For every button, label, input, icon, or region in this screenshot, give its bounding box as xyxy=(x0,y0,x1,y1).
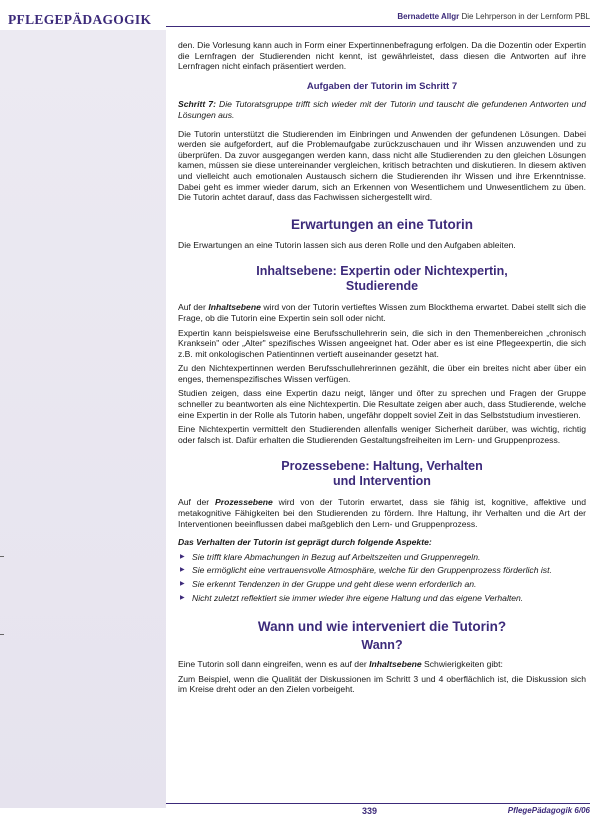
process-level-heading-line2: und Intervention xyxy=(333,474,431,489)
page-number: 339 xyxy=(362,806,378,816)
margin-shade xyxy=(0,30,166,808)
footer-rule xyxy=(166,803,590,804)
expectations-heading: Erwartungen an eine Tutorin xyxy=(290,216,473,232)
article-header xyxy=(397,12,590,21)
process-level-heading-line1: Prozessebene: Haltung, Verhalten xyxy=(281,459,483,474)
content-level-heading xyxy=(178,264,586,294)
aspect-item: ▶ Sie erkennt Tendenzen in der Gruppe und geht diese wenn erforderlich an. xyxy=(178,579,586,590)
aspect-item: ▶ Sie trifft klare Abmachungen in Bezug auf Arbeitszeiten und Gruppenregeln. xyxy=(178,552,586,563)
aspect-item: ▶ Nicht zuletzt reflektiert sie immer wieder ihre eigene Haltung und das eigene Verhalten. xyxy=(178,593,586,604)
intervention-paragraph-1 xyxy=(178,659,586,670)
aspect-item: ▶ Sie ermöglicht eine vertrauensvolle Atmosphäre, welche für den Gruppenprozess förderlich ist. xyxy=(178,565,586,576)
process-level-paragraph-1 xyxy=(178,497,586,529)
intervention-heading: Wann und wie interveniert die Tutorin? xyxy=(257,619,507,635)
term-prozessebene: Prozessebene xyxy=(215,497,273,508)
text-run: wird von der Tutorin erwartet, dass sie fähig ist, kognitive, affektive und metakognitive Fähigkeiten bei den Studierenden zu fördern. Ihre Haltung, ihr Verhalten und die Art der Interventionen beeinflussen dabei maßgeblich den Lern- und Gruppenprozess. xyxy=(178,497,586,529)
footer-journal: PflegePädagogik 6/06 xyxy=(507,806,590,815)
text-run: Eine Tutorin soll dann eingreifen, wenn es auf der xyxy=(178,659,370,670)
left-margin-panel xyxy=(0,0,166,826)
author-name: Bernadette Allgr xyxy=(397,12,460,21)
intro-paragraph: den. Die Vorlesung kann auch in Form einer Expertinnenbefragung erfolgen. Da die Dozentin oder Expertin die Lernfragen der Studierenden nicht kennt, ist gewährleistet, dass diesen die Antworten auf ihre Lernfragen nicht einfach präsentiert werden. xyxy=(178,40,586,72)
content-level-paragraph-5: Eine Nichtexpertin vermittelt den Studierenden allenfalls weniger Sicherheit darüber, was wichtig, richtig oder falsch ist. Dafür erhalten die Studierenden Gestaltungsfreiheiten im Lern- und Gruppenprozess. xyxy=(178,424,586,445)
margin-tick xyxy=(0,556,4,557)
text-run: Auf der xyxy=(178,302,209,313)
article-body xyxy=(178,40,586,699)
step7-label: Schritt 7: xyxy=(178,99,216,110)
text-run: wird von der Tutorin vertieftes Wissen zum Blockthema erwartet. Dabei stellt sich die Frage, ob die Tutorin eine Expertin sein soll oder nicht. xyxy=(178,302,586,323)
term-inhaltsebene: Inhaltsebene xyxy=(369,659,422,670)
margin-tick xyxy=(0,634,4,635)
content-level-paragraph-1 xyxy=(178,302,586,323)
content-level-paragraph-2: Expertin kann beispielsweise eine Berufsschullehrerin sein, die sich in den Themenbereichen „chronisch Kranksein" oder „Alter" spezifisches Wissen angeeignet hat. Oder aber es ist eine Pflegeexpertin, die sich z.B. mit onkologischen Patientinnen vertieft auseinander gesetzt hat. xyxy=(178,327,586,359)
step7-heading: Aufgaben der Tutorin im Schritt 7 xyxy=(306,80,458,92)
text-run: Schwierigkeiten gibt: xyxy=(421,659,503,670)
text-run: Auf der xyxy=(178,497,216,508)
term-inhaltsebene: Inhaltsebene xyxy=(208,302,261,313)
article-title: Die Lehrperson in der Lernform PBL xyxy=(461,12,590,21)
step7-paragraph: Die Tutorin unterstützt die Studierenden im Einbringen und Anwenden der gefundenen Lösungen. Dabei werden sie aufgefordert, auf die Problemaufgabe zurückzuschauen und ihr Wissen anzuwenden und zu überprüfen. Da zuvor ausgegangen werden kann, dass nicht alle Studierenden zu den gleichen Lösungen kamen, müssen sie diese untereinander vergleichen, kritisch betrachten und diskutieren. In diesem aktiven und vielleicht auch emotionalen Austausch sichern die Studierenden ihr Wissen und ihre Erkenntnisse. Dabei geht es immer wieder darum, sich an Erkennen von Wesentlichem und Unwesentlichem zu üben. Die Tutorin achtet darauf, dass das Fachwissen sichergestellt wird. xyxy=(178,128,586,203)
expectations-paragraph: Die Erwartungen an eine Tutorin lassen sich aus deren Rolle und den Aufgaben ableiten. xyxy=(178,239,516,250)
intervention-subheading: Wann? xyxy=(361,638,403,653)
header-rule xyxy=(166,26,590,27)
step7-description xyxy=(178,99,586,120)
content-level-heading-line1: Inhaltsebene: Expertin oder Nichtexpertin, xyxy=(256,264,508,279)
journal-title: PFLEGEPÄDAGOGIK xyxy=(8,12,152,27)
step7-desc-text: Die Tutoratsgruppe trifft sich wieder mit der Tutorin und tauscht die gefundenen Antworten und Lösungen aus. xyxy=(178,99,587,120)
content-level-heading-line2: Studierende xyxy=(345,279,419,294)
process-level-heading xyxy=(178,459,586,489)
content-level-paragraph-4: Studien zeigen, dass eine Expertin dazu neigt, länger und öfter zu sprechen und Fragen der Gruppe schneller zu beantworten als eine Nichtexpertin. Die Resultate zeigen aber auch, dass Studierende, welche eine Expertin in der Rolle als Tutorin haben, ungefähr doppelt soviel Zeit in das Selbststudium investieren. xyxy=(178,388,586,420)
aspects-title: Das Verhalten der Tutorin ist geprägt durch folgende Aspekte: xyxy=(178,537,432,548)
content-level-paragraph-3: Zu den Nichtexpertinnen werden Berufsschullehrerinnen gezählt, die über ein breites nicht aber über ein enges, themenspezifisches Wissen verfügen. xyxy=(178,363,586,384)
aspects-list xyxy=(178,552,586,603)
intervention-paragraph-2: Zum Beispiel, wenn die Qualität der Diskussionen im Schritt 3 und 4 oberflächlich ist, die Diskussion sich im Kreise dreht oder an den Zielen vorbeigeht. xyxy=(178,673,586,695)
